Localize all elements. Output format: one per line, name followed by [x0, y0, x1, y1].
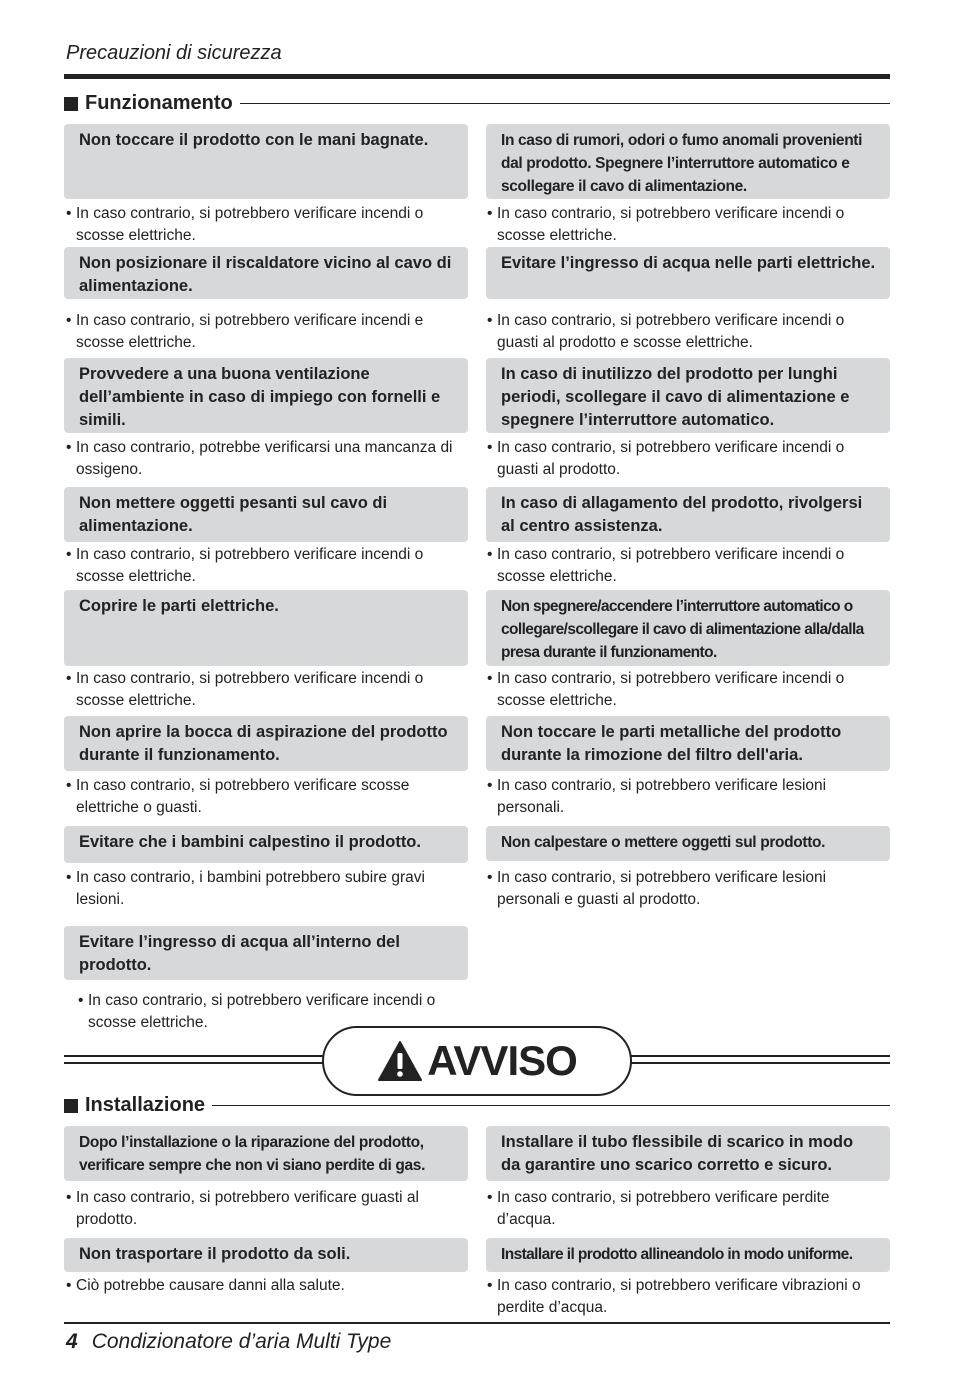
precaution-box: Non mettere oggetti pesanti sul cavo di alimentazione. — [64, 487, 468, 542]
precaution-note: • In caso contrario, si potrebbero verificare incendi o scosse elettriche. — [66, 546, 424, 585]
precaution-box: Evitare l’ingresso di acqua nelle parti elettriche. — [486, 247, 890, 299]
bullet-icon: • — [66, 439, 72, 456]
precaution-note: • In caso contrario, si potrebbero verificare perdite d’acqua. — [487, 1189, 830, 1228]
precaution-note: • In caso contrario, si potrebbero verificare vibrazioni o perdite d’acqua. — [487, 1277, 861, 1316]
section-title: Installazione — [85, 1094, 206, 1116]
footer-title: Condizionatore d’aria Multi Type — [91, 1330, 392, 1353]
precaution-box: Non calpestare o mettere oggetti sul prodotto. — [486, 826, 890, 861]
precaution-box: Provvedere a una buona ventilazione dell’ambiente in caso di impiego con fornelli e simili. — [64, 358, 468, 433]
bullet-icon: • — [487, 670, 493, 687]
precaution-note: • In caso contrario, si potrebbero verificare incendi o guasti al prodotto. — [487, 439, 845, 478]
precaution-note: • In caso contrario, si potrebbero verificare scosse elettriche o guasti. — [66, 777, 410, 816]
bullet-icon: • — [487, 312, 493, 329]
bullet-icon: • — [487, 777, 493, 794]
section-rule — [212, 1105, 890, 1107]
square-bullet-icon — [64, 1099, 78, 1113]
warning-label: AVVISO — [427, 1037, 577, 1084]
precaution-box: Installare il tubo flessibile di scarico in modo da garantire uno scarico corretto e sicuro. — [486, 1126, 890, 1181]
precaution-box: Dopo l’installazione o la riparazione del prodotto, verificare sempre che non vi siano perdite di gas. — [64, 1126, 468, 1181]
bullet-icon: • — [66, 1189, 72, 1206]
section-rule — [240, 103, 890, 105]
precaution-note: • In caso contrario, si potrebbero verificare lesioni personali e guasti al prodotto. — [487, 869, 827, 908]
precaution-note: • In caso contrario, si potrebbero verificare incendi o scosse elettriche. — [78, 992, 436, 1031]
precaution-box: In caso di rumori, odori o fumo anomali provenienti dal prodotto. Spegnere l’interruttore automatico e scollegare il cavo di alimentazione. — [486, 124, 890, 199]
square-bullet-icon — [64, 97, 78, 111]
precaution-note: • In caso contrario, potrebbe verificarsi una mancanza di ossigeno. — [66, 439, 453, 478]
page-footer — [66, 1330, 391, 1354]
bullet-icon: • — [487, 205, 493, 222]
precaution-box: Evitare che i bambini calpestino il prodotto. — [64, 826, 468, 863]
section-heading-funzionamento — [64, 92, 890, 115]
section-heading-installazione — [64, 1094, 890, 1117]
section-title: Funzionamento — [85, 92, 233, 114]
precaution-note: • In caso contrario, si potrebbero verificare incendi o scosse elettriche. — [66, 670, 424, 709]
banner-double-line-left — [64, 1055, 324, 1064]
bullet-icon: • — [66, 205, 72, 222]
precaution-box: Coprire le parti elettriche. — [64, 590, 468, 666]
bullet-icon: • — [66, 312, 72, 329]
precaution-note: • In caso contrario, si potrebbero verificare incendi o scosse elettriche. — [487, 205, 845, 244]
warning-banner — [64, 1026, 890, 1096]
bullet-icon: • — [487, 546, 493, 563]
bullet-icon: • — [487, 869, 493, 886]
precaution-note: • In caso contrario, si potrebbero verificare lesioni personali. — [487, 777, 827, 816]
header-rule — [64, 74, 890, 79]
bullet-icon: • — [66, 1277, 72, 1294]
precaution-box: Non toccare le parti metalliche del prodotto durante la rimozione del filtro dell'aria. — [486, 716, 890, 771]
warning-pill — [322, 1026, 632, 1096]
precaution-note: • In caso contrario, si potrebbero verificare incendi o scosse elettriche. — [487, 546, 845, 585]
precaution-box: In caso di inutilizzo del prodotto per lunghi periodi, scollegare il cavo di alimentazione e spegnere l’interruttore automatico. — [486, 358, 890, 433]
precaution-box: Non toccare il prodotto con le mani bagnate. — [64, 124, 468, 199]
precaution-box: Non posizionare il riscaldatore vicino al cavo di alimentazione. — [64, 247, 468, 299]
precaution-box: Non aprire la bocca di aspirazione del prodotto durante il funzionamento. — [64, 716, 468, 771]
bullet-icon: • — [66, 869, 72, 886]
precaution-note: • In caso contrario, si potrebbero verificare incendi o scosse elettriche. — [66, 205, 424, 244]
page-number: 4 — [66, 1330, 78, 1353]
precaution-note: • In caso contrario, si potrebbero verificare incendi e scosse elettriche. — [66, 312, 424, 351]
precaution-note: • In caso contrario, si potrebbero verificare incendi o guasti al prodotto e scosse elettriche. — [487, 312, 845, 351]
precaution-box: Non spegnere/accendere l’interruttore automatico o collegare/scollegare il cavo di alimentazione alla/dalla presa durante il funzionamento. — [486, 590, 890, 666]
bullet-icon: • — [78, 992, 84, 1009]
precaution-box: Installare il prodotto allineandolo in modo uniforme. — [486, 1238, 890, 1272]
precaution-box: Evitare l’ingresso di acqua all’interno del prodotto. — [64, 926, 468, 980]
precaution-note: • In caso contrario, i bambini potrebbero subire gravi lesioni. — [66, 869, 425, 908]
bullet-icon: • — [66, 670, 72, 687]
precaution-box: Non trasportare il prodotto da soli. — [64, 1238, 468, 1272]
warning-triangle-icon — [377, 1040, 423, 1082]
precaution-note: • Ciò potrebbe causare danni alla salute. — [66, 1275, 466, 1297]
precaution-note: • In caso contrario, si potrebbero verificare guasti al prodotto. — [66, 1189, 419, 1228]
bullet-icon: • — [487, 1189, 493, 1206]
running-header: Precauzioni di sicurezza — [66, 42, 282, 64]
bullet-icon: • — [66, 777, 72, 794]
bullet-icon: • — [487, 1277, 493, 1294]
bullet-icon: • — [487, 439, 493, 456]
banner-double-line-right — [630, 1055, 890, 1064]
precaution-note: • In caso contrario, si potrebbero verificare incendi o scosse elettriche. — [487, 670, 845, 709]
precaution-box: In caso di allagamento del prodotto, rivolgersi al centro assistenza. — [486, 487, 890, 542]
bullet-icon: • — [66, 546, 72, 563]
footer-rule — [64, 1322, 890, 1324]
